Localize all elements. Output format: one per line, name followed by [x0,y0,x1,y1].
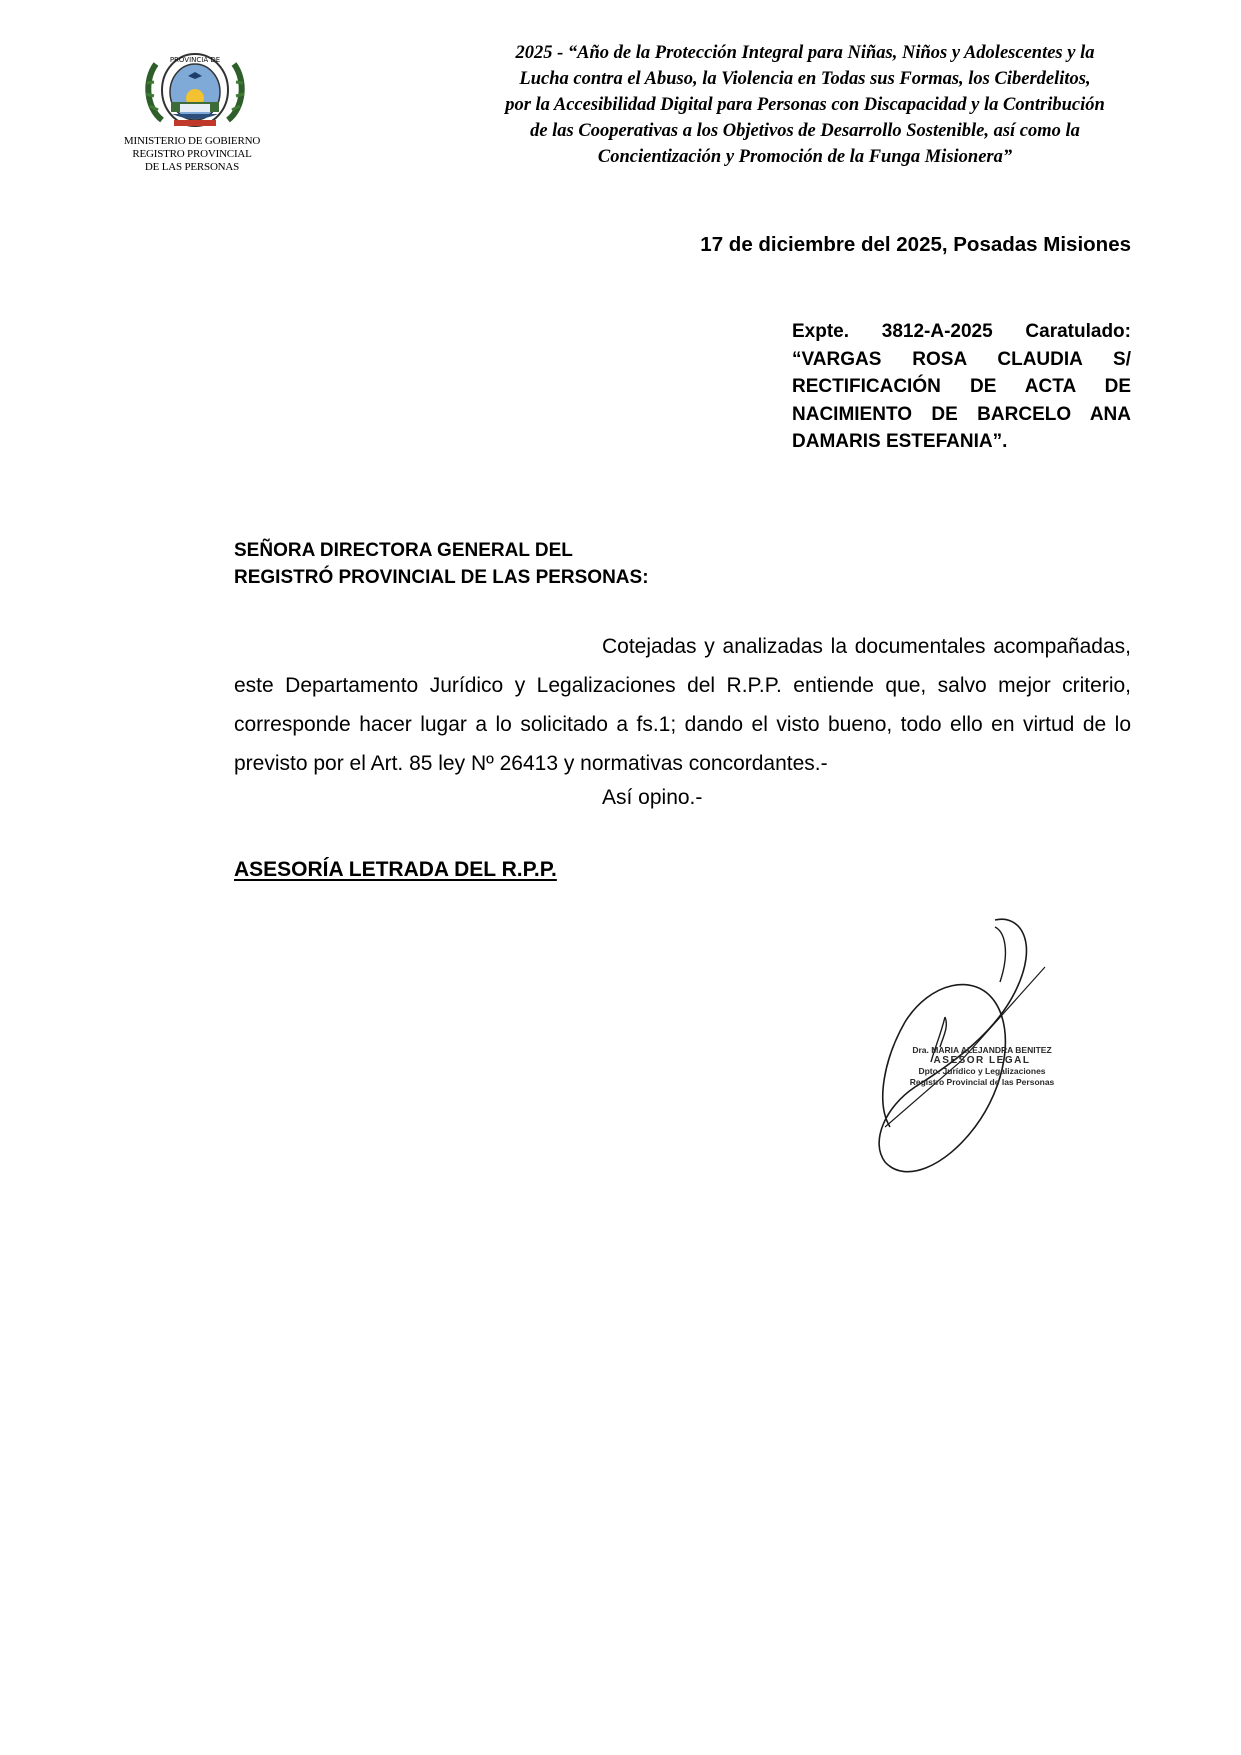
body-paragraph: Cotejadas y analizadas la documentales acompañadas, este Departamento Jurídico y Legalizaciones del R.P.P. entiende que, salvo mejor criterio, corresponde hacer lugar a lo solicitado a fs.1; dando el visto bueno, todo ello en virtud de lo previsto por el Art. 85 ley Nº 26413 y normativas concordantes.- [234,635,1131,775]
motto-line-2: Lucha contra el Abuso, la Violencia en Todas sus Formas, los Ciberdelitos, [519,69,1091,89]
ministry-line-1: MINISTERIO DE GOBIERNO [123,135,261,147]
date-line: 17 de diciembre del 2025, Posadas Misiones [700,233,1131,256]
stamp-role: ASESOR LEGAL [933,1054,1031,1066]
official-stamp [902,1045,1062,1087]
ministry-heading [112,135,272,174]
motto-line-5: Concientización y Promoción de la Funga Misionera” [597,147,1013,167]
signature-title: ASESORÍA LETRADA DEL R.P.P. [234,858,557,881]
addressee-line-1: SEÑORA DIRECTORA GENERAL DEL [234,540,573,561]
svg-text:PROVINCIA DE: PROVINCIA DE [169,56,221,64]
motto-line-1: 2025 - “Año de la Protección Integral para Niñas, Niños y Adolescentes y la [515,43,1095,63]
provincial-seal-logo [140,50,250,130]
ministry-line-3: DE LAS PERSONAS [144,161,240,173]
stamp-registry: Registro Provincial de las Personas [909,1076,1055,1087]
addressee-line-2: REGISTRÓ PROVINCIAL DE LAS PERSONAS: [234,567,649,588]
stamp-name: Dra. MARIA ALEJANDRA BENITEZ [912,1045,1052,1055]
stamp-department: Dpto. Jurídico y Legalizaciones [918,1066,1046,1076]
year-motto [440,40,1170,170]
addressee [234,537,649,591]
motto-line-3: por la Accesibilidad Digital para Personas con Discapacidad y la Contribución [505,95,1105,115]
case-reference: Expte. 3812-A-2025 Caratulado: “VARGAS ROSA CLAUDIA S/ RECTIFICACIÓN DE ACTA DE NACIMIENTO DE BARCELO ANA DAMARIS ESTEFANIA”. [792,321,1131,452]
motto-line-4: de las Cooperativas a los Objetivos de Desarrollo Sostenible, así como la [530,121,1080,141]
closing-line: Así opino.- [602,786,703,809]
ministry-line-2: REGISTRO PROVINCIAL [132,148,252,160]
